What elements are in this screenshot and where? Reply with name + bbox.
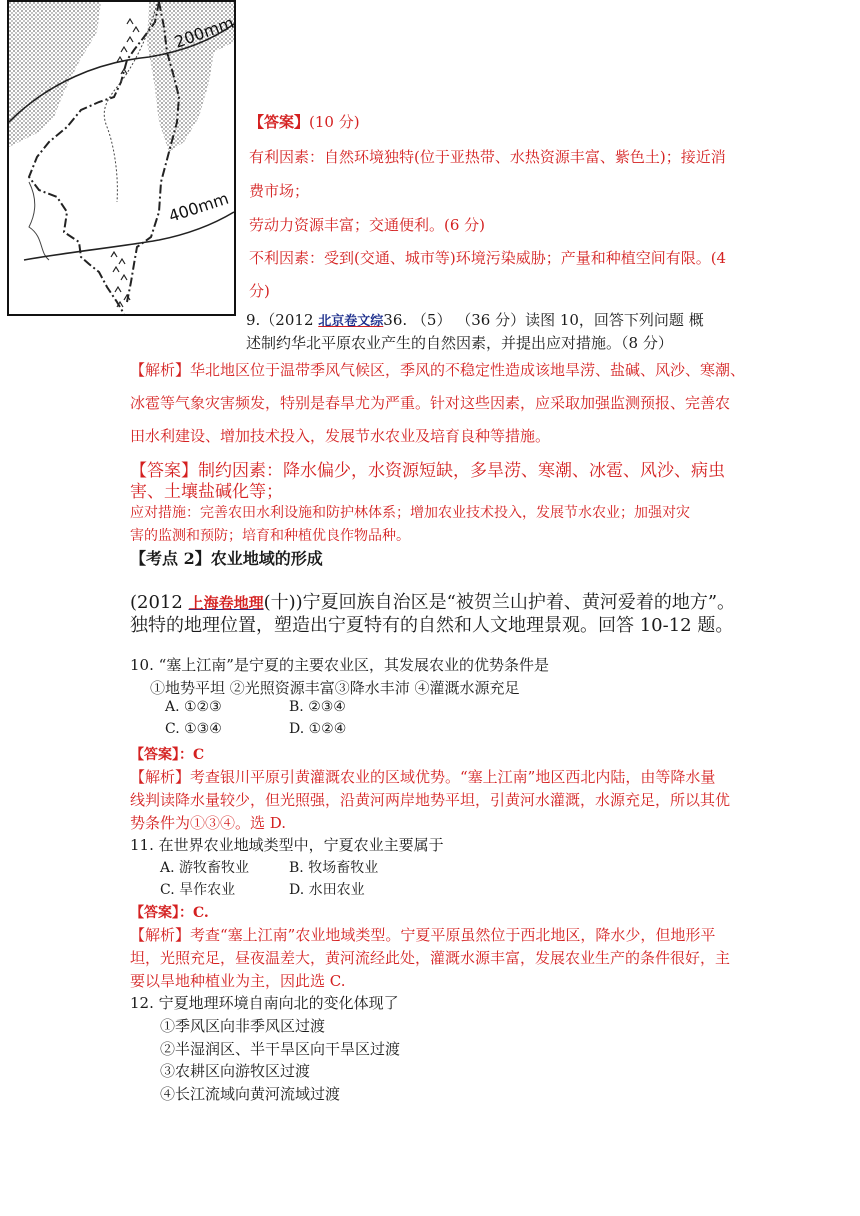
q11-option-c: C. 旱作农业 <box>160 882 236 898</box>
intro-suffix: (十))宁夏回族自治区是“被贺兰山护着、黄河爱着的地方”。 <box>263 592 736 613</box>
source-link-beijing[interactable]: 北京卷文综 <box>318 314 384 329</box>
q8-line-4: 不利因素：受到(交通、城市等)环境污染威胁；产量和种植空间有限。(4 <box>249 249 727 267</box>
q9-analysis-3: 田水利建设、增加技术投入，发展节水农业及培育良种等措施。 <box>130 427 551 445</box>
q12-item-3: ③农耕区向游牧区过渡 <box>160 1062 311 1080</box>
answer-score: (10 分) <box>309 113 360 131</box>
q9-analysis-1: 【解析】华北地区位于温带季风气候区，季风的不稳定性造成该地旱涝、盐碱、风沙、寒潮、 <box>130 361 746 379</box>
q10-option-d: D. ①②④ <box>289 721 347 737</box>
q11-option-b: B. 牧场畜牧业 <box>289 860 379 876</box>
ningxia-map-figure <box>7 0 236 316</box>
q12-item-4: ④长江流域向黄河流域过渡 <box>160 1085 341 1103</box>
q8-line-3: 劳动力资源丰富；交通便利。(6 分) <box>249 216 486 234</box>
q11-analysis-3: 要以旱地种植业为主，因此选 C. <box>130 972 346 990</box>
q9-measures-1: 应对措施：完善农田水利设施和防护林体系；增加农业技术投入，发展节水农业；加强对灾 <box>130 505 690 521</box>
answer-label: 【答案】 <box>249 113 310 131</box>
q10-stem: 10. “塞上江南”是宁夏的主要农业区，其发展农业的优势条件是 <box>130 656 549 674</box>
q12-item-2: ②半湿润区、半干旱区向干旱区过渡 <box>160 1040 401 1058</box>
q11-analysis-2: 坦，光照充足，昼夜温差大，黄河流经此处，灌溉水源丰富，发展农业生产的条件很好，主 <box>130 949 731 967</box>
q10-analysis-1: 【解析】考查银川平原引黄灌溉农业的区域优势。“塞上江南”地区西北内陆，由等降水量 <box>130 768 716 786</box>
q11-stem: 11. 在世界农业地域类型中，宁夏农业主要属于 <box>130 836 444 854</box>
section-heading-kaodian-2: 【考点 2】农业地域的形成 <box>130 549 323 568</box>
isohyet-200mm-label: 200mm <box>171 12 234 52</box>
q9-analysis-2: 冰雹等气象灾害频发，特别是春旱尤为严重。针对这些因素，应采取加强监测预报、完善农 <box>130 394 731 412</box>
q9-stem-line-1 <box>246 309 704 330</box>
q9-prefix: 9.（2012 <box>246 311 319 329</box>
q11-analysis-1: 【解析】考查“塞上江南”农业地域类型。宁夏平原虽然位于西北地区，降水少，但地形平 <box>130 926 716 944</box>
q9-answer-1: 【答案】制约因素：降水偏少，水资源短缺，多旱涝、寒潮、冰雹、风沙、病虫 <box>130 461 725 481</box>
q9-suffix: 36. （5） （36 分）读图 10，回答下列问题 概 <box>383 311 704 329</box>
q10-option-c: C. ①③④ <box>165 721 222 737</box>
q12-item-1: ①季风区向非季风区过渡 <box>160 1017 326 1035</box>
q8-line-5: 分) <box>249 282 270 300</box>
desert-area-west <box>9 2 101 147</box>
q10-answer: 【答案】：C <box>130 747 205 763</box>
q10-analysis-2: 线判读降水量较少，但光照强，沿黄河两岸地势平坦，引黄河水灌溉，水源充足，所以其优 <box>130 791 731 809</box>
intro-line-2: 独特的地理位置，塑造出宁夏特有的自然和人文地理景观。回答 10-12 题。 <box>130 615 734 636</box>
q10-option-b: B. ②③④ <box>289 699 346 715</box>
q10-analysis-3: 势条件为①③④。选 D. <box>130 814 287 832</box>
q9-measures-2: 害的监测和预防；培育和种植优良作物品种。 <box>130 528 410 544</box>
q9-stem-line-2: 述制约华北平原农业产生的自然因素，并提出应对措施。（8 分） <box>246 334 673 352</box>
q11-option-d: D. 水田农业 <box>289 882 365 898</box>
isohyet-400mm-label: 400mm <box>166 188 231 226</box>
q11-answer: 【答案】：C. <box>130 905 209 921</box>
q11-option-a: A. 游牧畜牧业 <box>160 860 250 876</box>
q9-answer-2: 害、土壤盐碱化等； <box>130 482 283 502</box>
q8-line-2: 费市场； <box>249 182 310 200</box>
source-link-shanghai[interactable]: 上海卷地理 <box>188 594 264 612</box>
q10-items: ①地势平坦 ②光照资源丰富③降水丰沛 ④灌溉水源充足 <box>150 679 520 697</box>
river-line-2 <box>29 182 49 260</box>
q8-answer-heading <box>249 111 360 132</box>
intro-prefix: (2012 <box>130 592 189 613</box>
q12-stem: 12. 宁夏地理环境自南向北的变化体现了 <box>130 994 399 1012</box>
q10-option-a: A. ①②③ <box>165 699 222 715</box>
map-drawing <box>9 2 234 314</box>
q8-line-1: 有利因素：自然环境独特(位于亚热带、水热资源丰富、紫色土)；接近消 <box>249 148 726 166</box>
isohyet-400mm <box>24 212 234 260</box>
